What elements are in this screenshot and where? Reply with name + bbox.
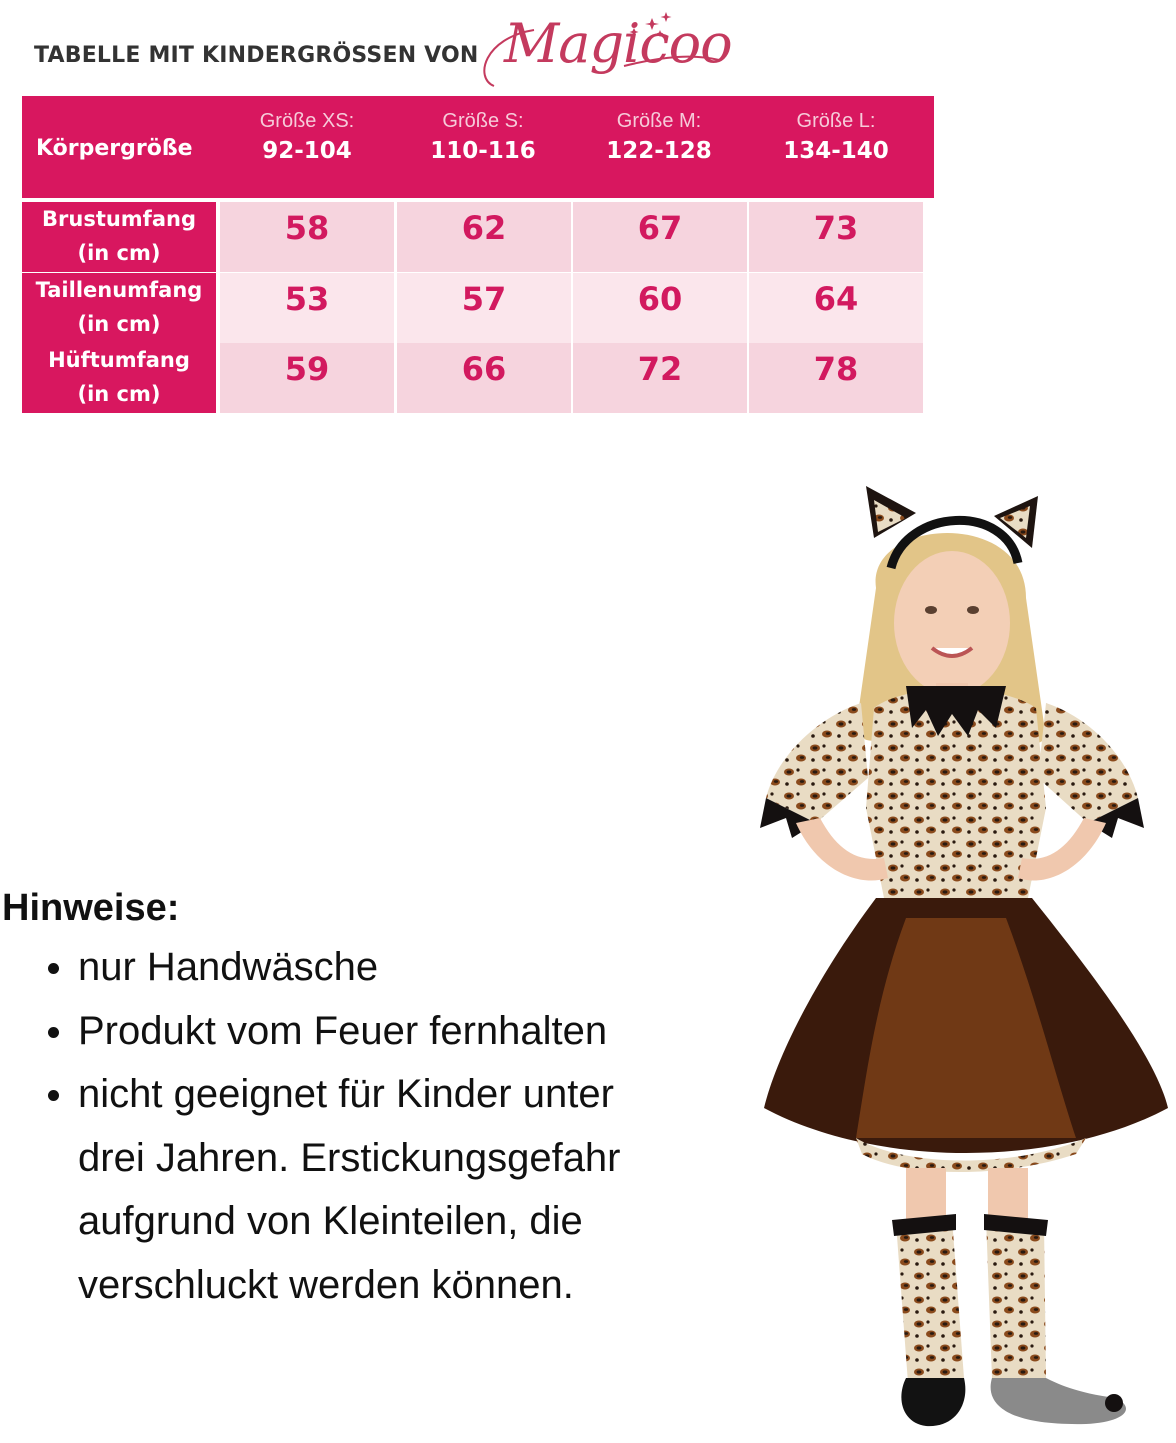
care-notes: [2, 880, 722, 1317]
table-row-brustumfang: [22, 202, 934, 272]
table-cell: 72: [573, 343, 747, 413]
page-header: [34, 8, 734, 98]
row-label: [22, 273, 216, 343]
row-label: [22, 343, 216, 413]
product-photo: [756, 478, 1174, 1438]
row-label-line2: (in cm): [77, 382, 161, 406]
column-size: Größe XS:: [259, 110, 355, 132]
list-item-line: verschluckt werden können.: [78, 1262, 574, 1307]
table-cell: 58: [220, 202, 394, 272]
size-chart-table: [22, 96, 934, 412]
list-item-line: nur Handwäsche: [78, 945, 379, 989]
column-range: 92-104: [262, 138, 352, 164]
column-range: 134-140: [783, 138, 889, 164]
table-cell: 62: [397, 202, 571, 272]
list-item-line: drei Jahren. Erstickungsgefahr: [78, 1135, 621, 1180]
table-cell: 64: [749, 273, 923, 343]
table-cell: 78: [749, 343, 923, 413]
column-range: 110-116: [430, 138, 536, 164]
list-item: [78, 1000, 722, 1064]
row-label: [22, 202, 216, 272]
brand-name: Magicoo: [504, 12, 732, 75]
list-item-line: nicht geeignet für Kinder unter: [78, 1072, 614, 1116]
table-cell: 73: [749, 202, 923, 272]
table-header-row: [22, 96, 934, 198]
column-header-m: [571, 108, 747, 168]
table-cell: 57: [397, 273, 571, 343]
list-item-line: Produkt vom Feuer fernhalten: [78, 1008, 608, 1053]
notes-list: [2, 936, 722, 1317]
child-costume-illustration: [756, 478, 1174, 1438]
list-item-line: aufgrund von Kleinteilen, die: [78, 1199, 583, 1243]
list-item: [78, 1063, 722, 1317]
brand-logo: [474, 8, 732, 103]
table-cell: 53: [220, 273, 394, 343]
row-label-line1: Taillenumfang: [35, 278, 203, 302]
table-row-hueftumfang: [22, 343, 934, 413]
column-header-xs: [219, 108, 395, 168]
list-item: [78, 936, 722, 1000]
row-label-line2: (in cm): [77, 241, 161, 265]
table-row-taillenumfang: [22, 273, 934, 343]
table-cell: 59: [220, 343, 394, 413]
column-header-s: [395, 108, 571, 168]
row-header-label: Körpergröße: [36, 136, 193, 161]
row-label-line1: Brustumfang: [42, 207, 196, 231]
notes-title: Hinweise:: [2, 887, 180, 929]
row-label-line1: Hüftumfang: [48, 348, 190, 372]
header-title: TABELLE MIT KINDERGRÖSSEN VON: [34, 43, 479, 68]
column-size: Größe M:: [616, 110, 702, 132]
column-range: 122-128: [606, 138, 712, 164]
column-header-l: [748, 108, 924, 168]
table-cell: 66: [397, 343, 571, 413]
column-size: Größe S:: [442, 110, 524, 132]
column-size: Größe L:: [796, 110, 876, 132]
table-cell: 60: [573, 273, 747, 343]
row-label-line2: (in cm): [77, 312, 161, 336]
table-cell: 67: [573, 202, 747, 272]
